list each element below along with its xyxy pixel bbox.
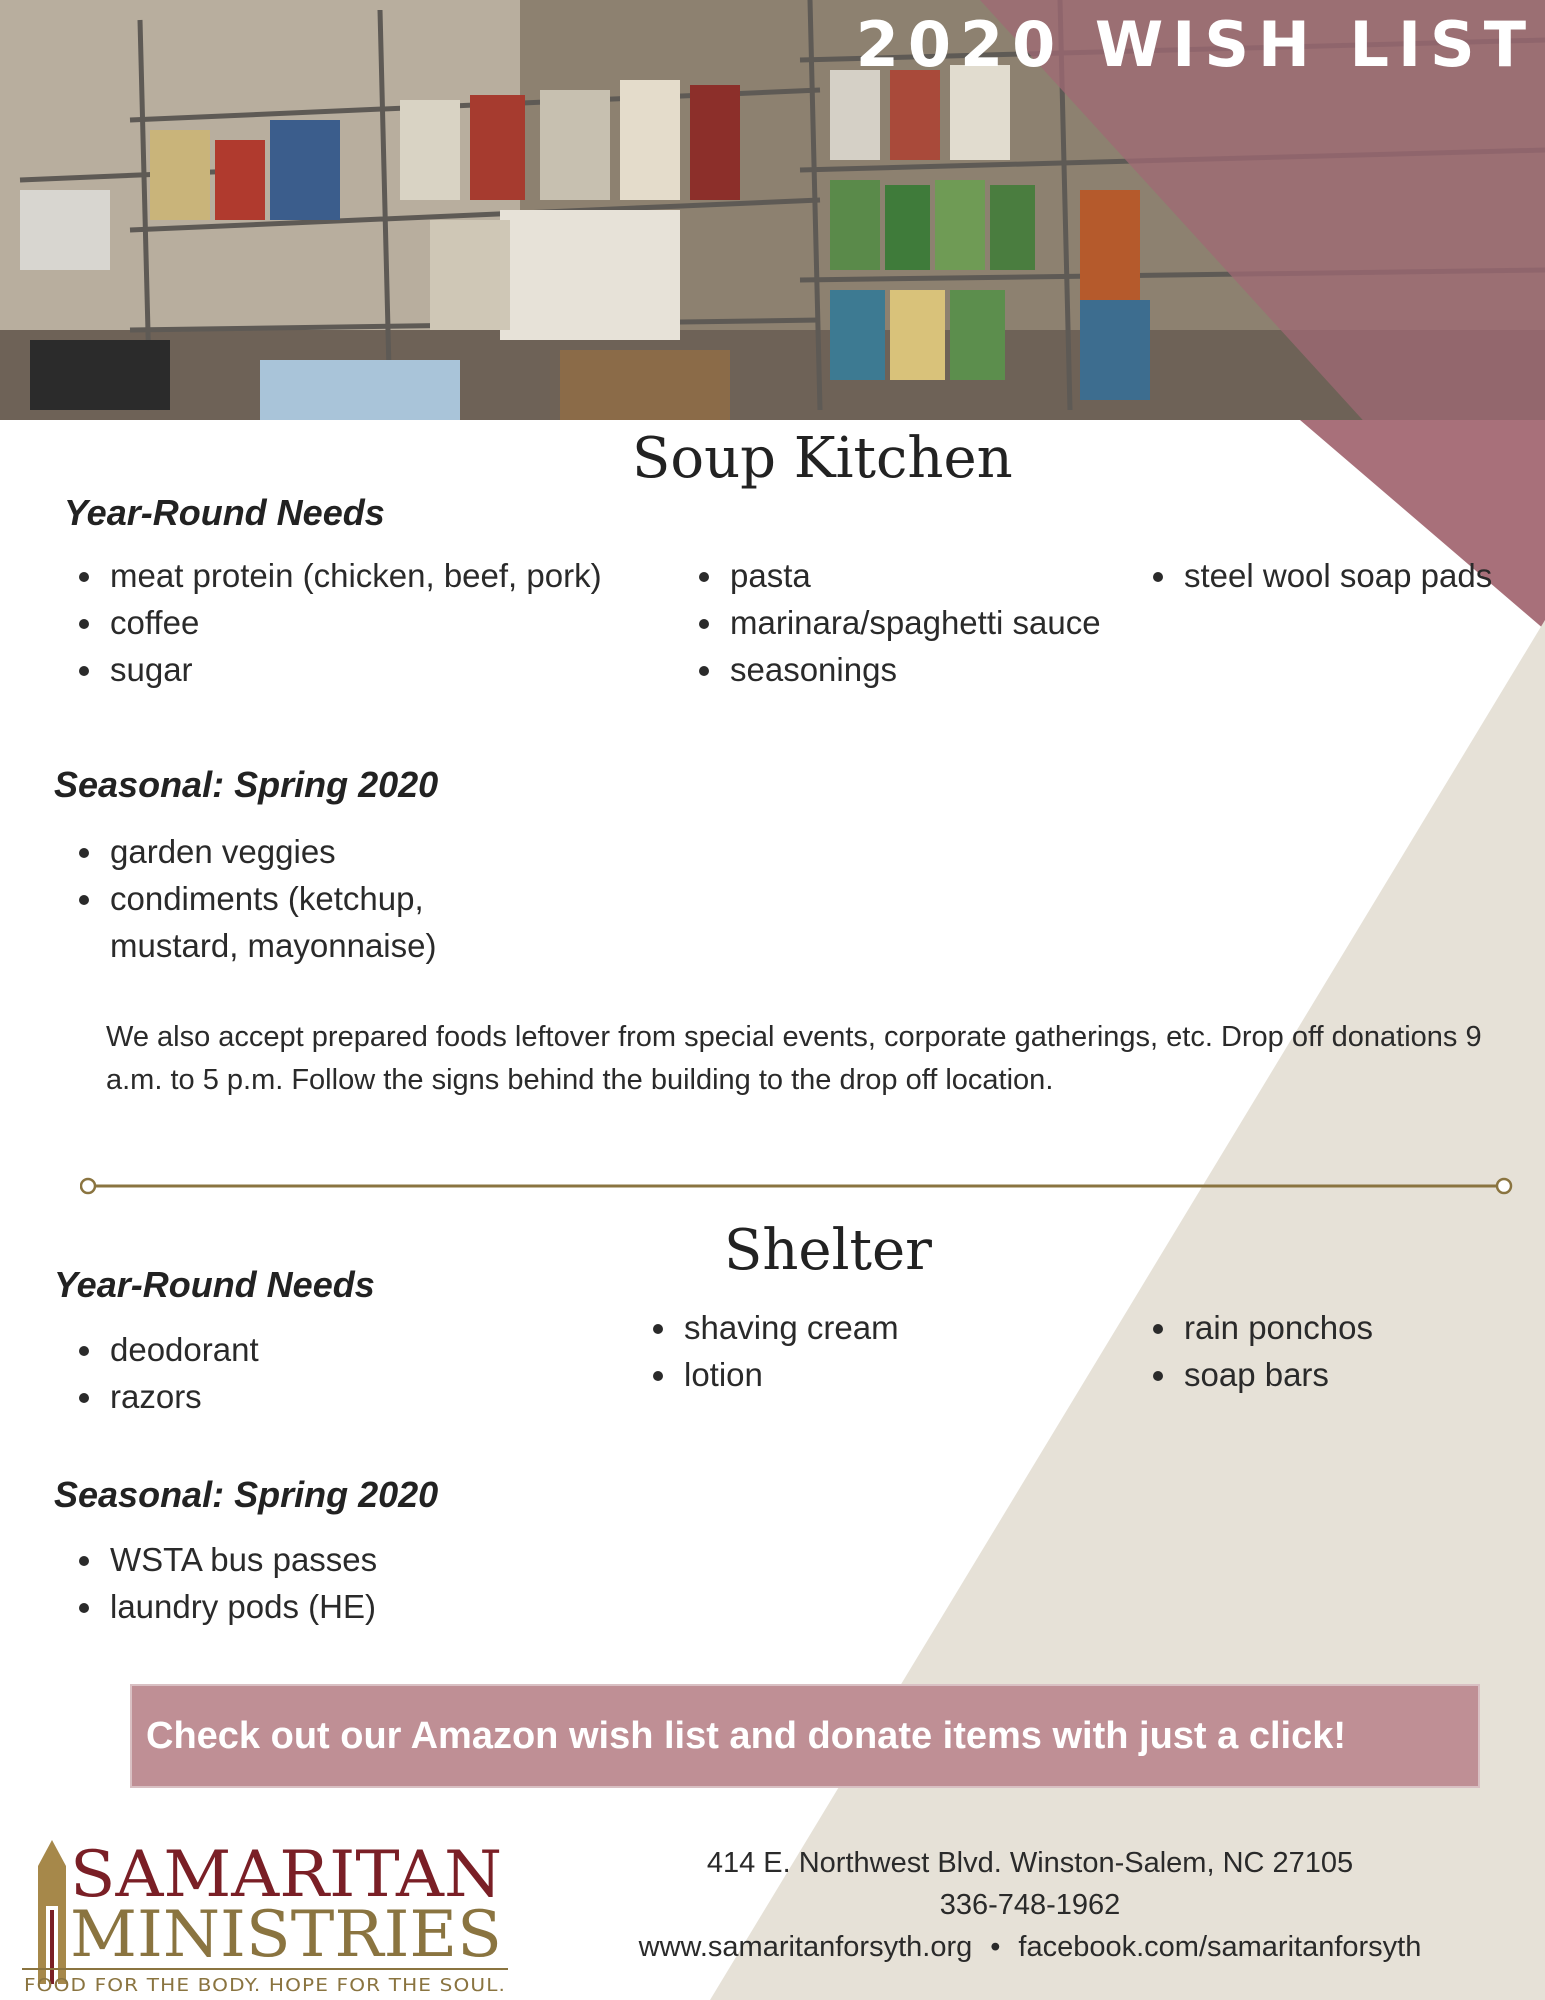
shelter-seasonal-list bbox=[54, 1536, 546, 1630]
logo-line-2: MINISTRIES bbox=[70, 1898, 502, 1972]
phone: 336-748-1962 bbox=[939, 1889, 1121, 1921]
facebook-link[interactable]: facebook.com/samaritanforsyth bbox=[1018, 1931, 1422, 1963]
list-item: • laundry pods (HE) bbox=[106, 1583, 546, 1630]
list-item: • garden veggies bbox=[106, 828, 506, 875]
soup-kitchen-year-round-list-2 bbox=[674, 552, 1186, 693]
address: 414 E. Northwest Blvd. Winston-Salem, NC 27105 bbox=[706, 1847, 1354, 1879]
list-item: • deodorant bbox=[106, 1326, 506, 1373]
list-item: • shaving cream bbox=[680, 1304, 1100, 1351]
amazon-wish-list-button[interactable]: Check out our Amazon wish list and donate items with just a click! bbox=[130, 1684, 1480, 1788]
soup-kitchen-seasonal-heading: Seasonal: Spring 2020 bbox=[54, 764, 439, 805]
list-item: • sugar bbox=[106, 646, 706, 693]
steeple-icon bbox=[38, 1840, 66, 1984]
list-item: • seasonings bbox=[726, 646, 1186, 693]
logo-line-1: SAMARITAN bbox=[70, 1838, 502, 1912]
samaritan-ministries-logo bbox=[22, 1836, 512, 1996]
list-item: • lotion bbox=[680, 1351, 1100, 1398]
list-item: • coffee bbox=[106, 599, 706, 646]
contact-info bbox=[600, 1842, 1460, 1968]
prepared-foods-note: We also accept prepared foods leftover from special events, corporate gatherings, etc. Drop off donations 9 a.m. to 5 p.m. Follow the signs behind the building to the drop off location. bbox=[106, 1021, 1482, 1096]
list-item: • rain ponchos bbox=[1180, 1304, 1520, 1351]
soup-kitchen-year-round-heading: Year-Round Needs bbox=[64, 492, 385, 533]
list-item: • marinara/spaghetti sauce bbox=[726, 599, 1186, 646]
shelter-year-round-list-3 bbox=[1128, 1304, 1520, 1398]
list-item: • meat protein (chicken, beef, pork) bbox=[106, 552, 706, 599]
list-item: • WSTA bus passes bbox=[106, 1536, 546, 1583]
logo-tagline: FOOD FOR THE BODY. HOPE FOR THE SOUL. bbox=[24, 1975, 506, 1996]
list-item: • soap bars bbox=[1180, 1351, 1520, 1398]
website-link[interactable]: www.samaritanforsyth.org bbox=[638, 1931, 973, 1963]
shelter-title: Shelter bbox=[724, 1218, 932, 1283]
shelter-year-round-list-1 bbox=[54, 1326, 506, 1420]
list-item: • razors bbox=[106, 1373, 506, 1420]
soup-kitchen-title: Soup Kitchen bbox=[632, 426, 1013, 491]
shelter-seasonal-heading: Seasonal: Spring 2020 bbox=[54, 1474, 439, 1515]
page-title: 2020 WISH LIST bbox=[855, 8, 1535, 81]
soup-kitchen-year-round-list-3 bbox=[1128, 552, 1500, 599]
soup-kitchen-seasonal-list bbox=[54, 828, 506, 969]
shelter-year-round-list-2 bbox=[628, 1304, 1100, 1398]
list-item: • condiments (ketchup, mustard, mayonnaise) bbox=[106, 875, 506, 969]
web-links bbox=[600, 1926, 1460, 1968]
list-item: • pasta bbox=[726, 552, 1186, 599]
soup-kitchen-year-round-list-1 bbox=[54, 552, 706, 693]
separator-dot: • bbox=[990, 1931, 1001, 1963]
list-item: • steel wool soap pads bbox=[1180, 552, 1500, 599]
shelter-year-round-heading: Year-Round Needs bbox=[54, 1264, 375, 1305]
section-divider bbox=[80, 1176, 1514, 1196]
